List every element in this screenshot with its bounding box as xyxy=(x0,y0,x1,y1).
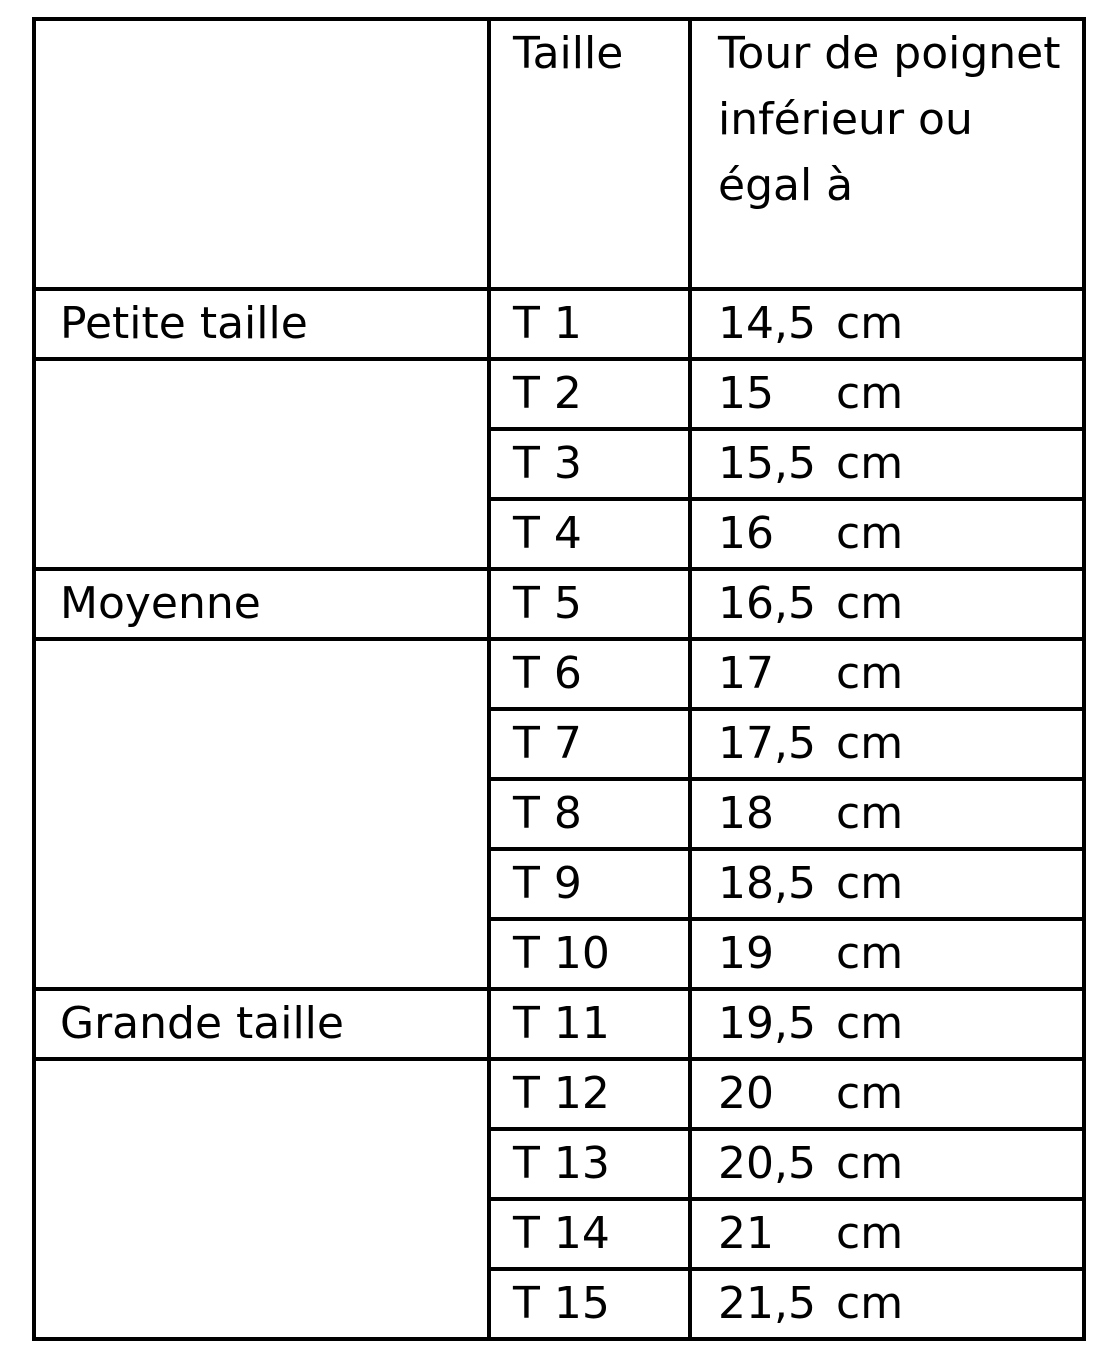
category-cell xyxy=(34,359,489,429)
table-row xyxy=(34,1269,1084,1339)
wrist-cell xyxy=(690,989,1084,1059)
size-cell: T 1 xyxy=(489,289,690,359)
wrist-unit: cm xyxy=(836,1068,904,1119)
category-cell xyxy=(34,429,489,499)
wrist-unit: cm xyxy=(836,298,904,349)
wrist-value: 18 xyxy=(718,788,774,839)
category-cell: Petite taille xyxy=(34,289,489,359)
table-row xyxy=(34,709,1084,779)
wrist-unit: cm xyxy=(836,1138,904,1189)
wrist-cell xyxy=(690,779,1084,849)
size-cell: T 11 xyxy=(489,989,690,1059)
wrist-unit: cm xyxy=(836,578,904,629)
size-cell: T 12 xyxy=(489,1059,690,1129)
category-cell xyxy=(34,1129,489,1199)
category-cell xyxy=(34,639,489,709)
header-size-cell: Taille xyxy=(489,19,690,289)
wrist-value: 19,5 xyxy=(718,998,816,1049)
header-wrist-cell: Tour de poignet inférieur ou égal à xyxy=(690,19,1084,289)
size-cell: T 3 xyxy=(489,429,690,499)
category-cell xyxy=(34,1199,489,1269)
table-row xyxy=(34,1129,1084,1199)
size-cell: T 9 xyxy=(489,849,690,919)
wrist-cell xyxy=(690,1129,1084,1199)
size-cell: T 5 xyxy=(489,569,690,639)
category-cell xyxy=(34,919,489,989)
wrist-value: 16,5 xyxy=(718,578,816,629)
wrist-unit: cm xyxy=(836,788,904,839)
wrist-cell xyxy=(690,499,1084,569)
wrist-unit: cm xyxy=(836,928,904,979)
category-cell xyxy=(34,1269,489,1339)
wrist-cell xyxy=(690,709,1084,779)
wrist-unit: cm xyxy=(836,718,904,769)
category-cell: Moyenne xyxy=(34,569,489,639)
size-cell: T 13 xyxy=(489,1129,690,1199)
wrist-cell xyxy=(690,1269,1084,1339)
wrist-value: 20,5 xyxy=(718,1138,816,1189)
table-row xyxy=(34,289,1084,359)
table-row xyxy=(34,639,1084,709)
size-cell: T 14 xyxy=(489,1199,690,1269)
wrist-cell xyxy=(690,639,1084,709)
category-cell: Grande taille xyxy=(34,989,489,1059)
category-cell xyxy=(34,1059,489,1129)
table-row xyxy=(34,499,1084,569)
wrist-cell xyxy=(690,1199,1084,1269)
wrist-cell xyxy=(690,359,1084,429)
wrist-cell xyxy=(690,569,1084,639)
size-cell: T 8 xyxy=(489,779,690,849)
wrist-value: 16 xyxy=(718,508,774,559)
size-cell: T 15 xyxy=(489,1269,690,1339)
wrist-value: 21,5 xyxy=(718,1278,816,1329)
category-cell xyxy=(34,709,489,779)
category-cell xyxy=(34,499,489,569)
wrist-unit: cm xyxy=(836,438,904,489)
table-row xyxy=(34,359,1084,429)
table-row xyxy=(34,569,1084,639)
wrist-value: 15,5 xyxy=(718,438,816,489)
category-cell xyxy=(34,849,489,919)
wrist-unit: cm xyxy=(836,1278,904,1329)
wrist-unit: cm xyxy=(836,508,904,559)
wrist-unit: cm xyxy=(836,368,904,419)
wrist-cell xyxy=(690,919,1084,989)
table-row xyxy=(34,849,1084,919)
table-row xyxy=(34,989,1084,1059)
table-row xyxy=(34,1059,1084,1129)
wrist-unit: cm xyxy=(836,998,904,1049)
table-row xyxy=(34,429,1084,499)
size-cell: T 10 xyxy=(489,919,690,989)
table-row xyxy=(34,1199,1084,1269)
wrist-cell xyxy=(690,1059,1084,1129)
wrist-value: 21 xyxy=(718,1208,774,1259)
size-cell: T 2 xyxy=(489,359,690,429)
size-cell: T 4 xyxy=(489,499,690,569)
wrist-cell xyxy=(690,429,1084,499)
table-row xyxy=(34,779,1084,849)
wrist-value: 19 xyxy=(718,928,774,979)
wrist-value: 18,5 xyxy=(718,858,816,909)
wrist-value: 17,5 xyxy=(718,718,816,769)
size-cell: T 7 xyxy=(489,709,690,779)
table-body xyxy=(34,19,1084,1339)
category-cell xyxy=(34,779,489,849)
wrist-unit: cm xyxy=(836,1208,904,1259)
wrist-cell xyxy=(690,289,1084,359)
wrist-cell xyxy=(690,849,1084,919)
wrist-value: 20 xyxy=(718,1068,774,1119)
table-header-row xyxy=(34,19,1084,289)
size-table xyxy=(32,17,1086,1341)
wrist-value: 14,5 xyxy=(718,298,816,349)
wrist-value: 17 xyxy=(718,648,774,699)
header-category-cell xyxy=(34,19,489,289)
size-cell: T 6 xyxy=(489,639,690,709)
table-row xyxy=(34,919,1084,989)
wrist-unit: cm xyxy=(836,858,904,909)
wrist-value: 15 xyxy=(718,368,774,419)
wrist-unit: cm xyxy=(836,648,904,699)
